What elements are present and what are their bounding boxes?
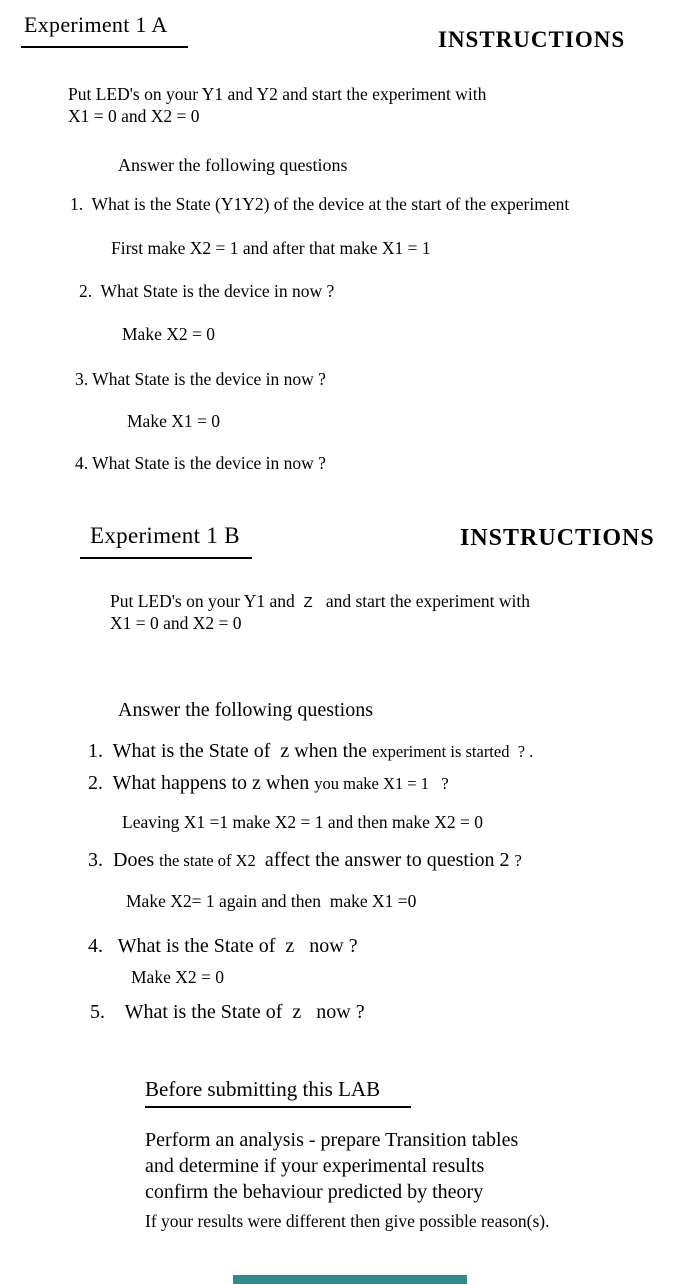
question-1-small: experiment is started ? .	[372, 742, 534, 761]
experiment-b-step-4: Make X2 = 0	[131, 967, 224, 987]
experiment-b-question-1	[88, 740, 533, 763]
experiment-a-step-3: Make X1 = 0	[127, 411, 220, 431]
experiment-b-step-2: Leaving X1 =1 make X2 = 1 and then make X2 = 0	[122, 812, 484, 832]
question-3-part3: affect the answer to question 2	[259, 849, 515, 871]
z-signal-label: Z	[303, 594, 313, 611]
experiment-b-answer-prompt: Answer the following questions	[118, 699, 373, 721]
experiment-a-question-4: 4. What State is the device in now ?	[75, 453, 326, 473]
experiment-a-intro-line2: X1 = 0 and X2 = 0	[68, 106, 200, 126]
experiment-a-step-2: Make X2 = 0	[122, 324, 215, 344]
experiment-b-step-3: Make X2= 1 again and then make X1 =0	[126, 891, 417, 911]
experiment-b-question-3	[88, 849, 522, 872]
experiment-a-title: Experiment 1 A	[24, 12, 168, 37]
question-3-part4: ?	[514, 851, 522, 870]
intro-text-pre: Put LED's on your Y1 and	[110, 591, 304, 611]
experiment-b-intro-line2: X1 = 0 and X2 = 0	[110, 613, 242, 633]
intro-text-post: and start the experiment with	[312, 591, 530, 611]
experiment-b-instructions-heading: INSTRUCTIONS	[460, 525, 655, 551]
question-3-part2: the state of X2	[159, 851, 260, 870]
experiment-a-step-1: First make X2 = 1 and after that make X1 = 1	[111, 238, 431, 258]
experiment-b-title-underline	[80, 557, 252, 559]
experiment-b-question-5: 5. What is the State of z now ?	[90, 1001, 365, 1023]
experiment-a-instructions-heading: INSTRUCTIONS	[438, 27, 626, 52]
experiment-a-question-2: 2. What State is the device in now ?	[79, 281, 335, 301]
experiment-b-title: Experiment 1 B	[90, 523, 240, 548]
question-2-small: you make X1 = 1 ?	[314, 774, 449, 793]
footer-body-line1: Perform an analysis - prepare Transition tables	[145, 1129, 519, 1151]
question-2-main: 2. What happens to z when	[88, 772, 315, 794]
experiment-b-question-4: 4. What is the State of z now ?	[88, 935, 358, 957]
question-1-main: 1. What is the State of z when the	[88, 740, 373, 762]
bottom-teal-bar	[233, 1275, 467, 1284]
footer-body-line3: confirm the behaviour predicted by theory	[145, 1181, 484, 1203]
experiment-a-title-underline	[21, 46, 188, 48]
experiment-b-intro-line1	[110, 591, 530, 612]
question-3-part1: 3. Does	[88, 849, 160, 871]
experiment-a-question-3: 3. What State is the device in now ?	[75, 369, 326, 389]
experiment-a-answer-prompt: Answer the following questions	[118, 155, 348, 175]
footer-title-underline	[145, 1106, 411, 1108]
experiment-b-question-2	[88, 772, 449, 795]
footer-title: Before submitting this LAB	[145, 1077, 381, 1101]
footer-note: If your results were different then give possible reason(s).	[145, 1211, 550, 1231]
footer-body-line2: and determine if your experimental results	[145, 1155, 485, 1177]
experiment-a-intro-line1: Put LED's on your Y1 and Y2 and start the experiment with	[68, 84, 487, 104]
experiment-a-question-1: 1. What is the State (Y1Y2) of the device at the start of the experiment	[70, 194, 570, 214]
